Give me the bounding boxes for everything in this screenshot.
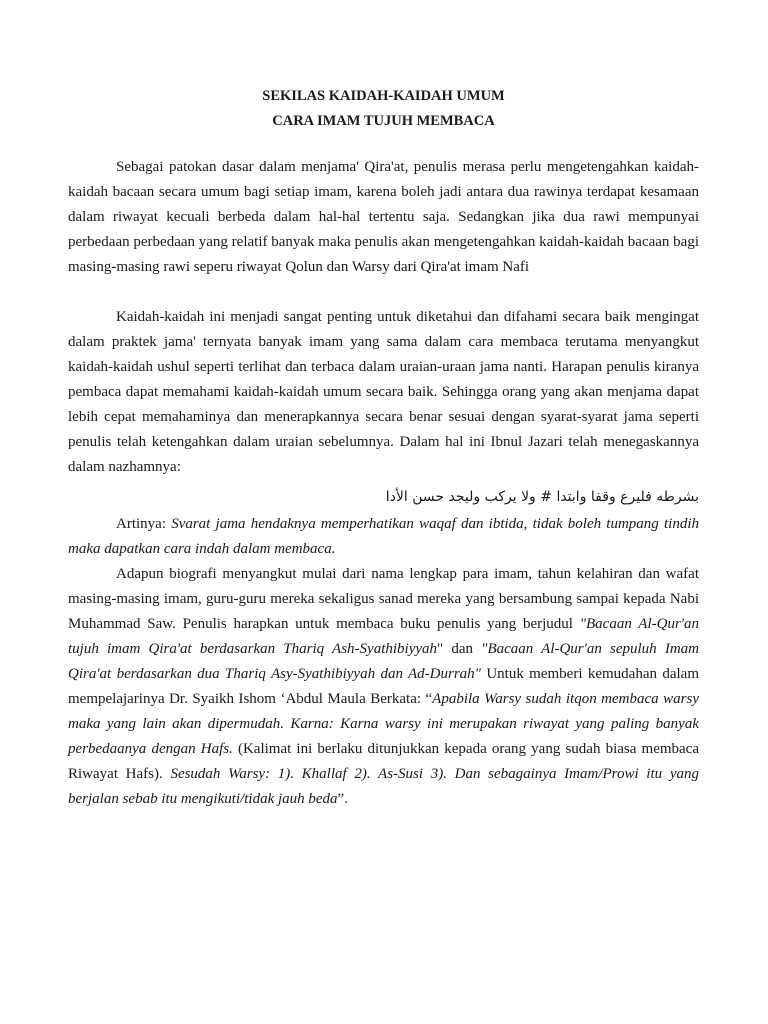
document-title-line2: CARA IMAM TUJUH MEMBACA	[272, 113, 495, 129]
arabic-verse: بشرطه فليرع وقفا وابتدا # ولا يركب وليجد حسن الأدا	[385, 489, 699, 505]
p4-quote: Apabila Warsy sudah itqon membaca warsy maka yang lain akan dipermudah. Karna: Karna warsy ini merupakan riwayat yang paling banyak perbedaanya dengan Hafs.	[68, 691, 699, 757]
paragraph-1: Sebagai patokan dasar dalam menjama' Qira'at, penulis merasa perlu mengetengahkan kaidah-kaidah bacaan secara umum bagi setiap imam, karena boleh jadi antara dua rawinya terdapat kesamaan dalam riwayat kecuali berbeda dalam hal-hal tertentu saja. Sedangkan jika dua rawi mempunyai perbedaan perbedaan yang relatif banyak maka penulis akan mengetengahkan kaidah-kaidah bacaan bagi masing-masing rawi seperu riwayat Qolun dan Warsy dari Qira'at imam Nafi	[68, 159, 699, 275]
p4-conjunction: " dan	[437, 641, 482, 657]
p4-note: (Kalimat ini berlaku ditunjukkan kepada orang yang sudah biasa membaca Riwayat Hafs).	[68, 741, 699, 782]
document-title-line1: SEKILAS KAIDAH-KAIDAH UMUM	[262, 88, 505, 104]
artinya-label: Artinya:	[116, 516, 172, 532]
title-block	[68, 84, 699, 134]
p4-quote-intro: Untuk memberi kemudahan dalam mempelajarinya Dr. Syaikh Ishom ‘Abdul Maula Berkata: “	[68, 666, 699, 707]
p4-intro: Adapun biografi menyangkut mulai dari nama lengkap para imam, tahun kelahiran dan wafat masing-masing imam, guru-guru mereka sekaligus sanad mereka yang bersambung sampai kepada Nabi Muhammad Saw. Penulis harapkan untuk membaca buku penulis yang berjudul	[68, 566, 699, 632]
p4-book-title-2: "Bacaan Al-Qur'an sepuluh Imam Qira'at berdasarkan dua Thariq Asy-Syathibiyyah dan Ad-Durrah"	[68, 641, 700, 682]
p4-end: ”.	[337, 791, 348, 807]
p4-book-title-1: "Bacaan Al-Qur'an tujuh imam Qira'at berdasarkan Thariq Ash-Syathibiyyah	[68, 616, 699, 657]
paragraph-4	[68, 562, 699, 812]
page-content	[68, 84, 699, 812]
paragraph-2: Kaidah-kaidah ini menjadi sangat penting untuk diketahui dan difahami secara baik mengingat dalam praktek jama' ternyata banyak imam yang sama dalam cara membaca terutama menyangkut kaidah-kaidah ushul seperti terlihat dan terbaca dalam uraian-uraan jama nanti. Harapan penulis kiranya pembaca dapat memahami kaidah-kaidah umum secara baik. Sehingga orang yang akan menjama dapat lebih cepat memahaminya dan menerapkannya secara benar sesuai dengan syarat-syarat jama seperti penulis telah ketengahkan dalam uraian sebelumnya. Dalam hal ini Ibnul Jazari telah menegaskannya dalam nazhamnya:	[68, 309, 699, 475]
paragraph-spacer	[68, 280, 699, 305]
paragraph-artinya	[68, 512, 699, 562]
artinya-translation: Svarat jama hendaknya memperhatikan waqaf dan ibtida, tidak boleh tumpang tindih maka dapatkan cara indah dalam membaca.	[68, 516, 699, 557]
p4-order: Sesudah Warsy: 1). Khallaf 2). As-Susi 3). Dan sebagainya Imam/Prowi itu yang berjalan sebab itu mengikuti/tidak jauh beda	[68, 766, 699, 807]
